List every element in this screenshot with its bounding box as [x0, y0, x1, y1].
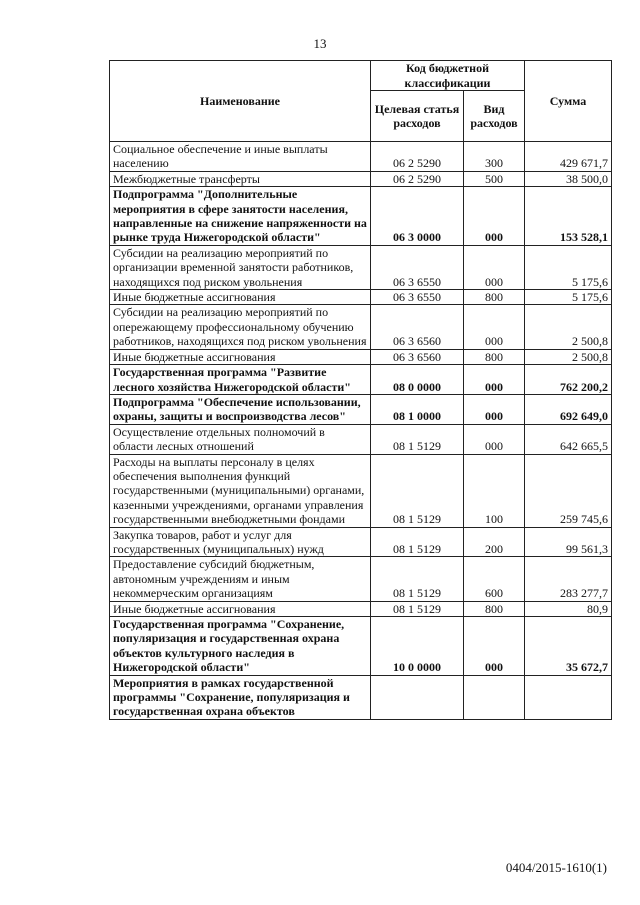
- document-code: 0404/2015-1610(1): [505, 860, 607, 875]
- table-row: [110, 454, 612, 527]
- row-expense-type: 600: [464, 557, 525, 601]
- row-expense-type: 500: [464, 171, 525, 186]
- row-sum: 762 200,2: [525, 365, 612, 395]
- row-sum: 259 745,6: [525, 454, 612, 527]
- row-sum: 35 672,7: [525, 617, 612, 676]
- row-name: Расходы на выплаты персоналу в целях обеспечения выполнения функций государственными (муниципальными) органами, казенными учреждениями, органами управления государственными внебюджетными фондами: [110, 454, 371, 527]
- row-name: Подпрограмма "Дополнительные мероприятия в сфере занятости населения, направленные на снижение напряженности на рынке труда Нижегородской области": [110, 187, 371, 246]
- header-name: Наименование: [110, 61, 371, 142]
- row-expense-type: 000: [464, 365, 525, 395]
- row-target-code: 06 3 6560: [371, 349, 464, 364]
- row-name: Мероприятия в рамках государственной программы "Сохранение, популяризация и государственная охрана объектов: [110, 675, 371, 719]
- row-target-code: 06 3 6550: [371, 245, 464, 289]
- row-expense-type: 000: [464, 394, 525, 424]
- row-name: Иные бюджетные ассигнования: [110, 349, 371, 364]
- page-number: 13: [313, 36, 327, 51]
- row-expense-type: 800: [464, 290, 525, 305]
- row-name: Иные бюджетные ассигнования: [110, 601, 371, 616]
- row-name: Государственная программа "Развитие лесного хозяйства Нижегородской области": [110, 365, 371, 395]
- row-expense-type: 000: [464, 245, 525, 289]
- row-name: Иные бюджетные ассигнования: [110, 290, 371, 305]
- row-name: Субсидии на реализацию мероприятий по организации временной занятости работников, находящихся под риском увольнения: [110, 245, 371, 289]
- row-target-code: [371, 675, 464, 719]
- row-target-code: 06 3 0000: [371, 187, 464, 246]
- row-sum: 80,9: [525, 601, 612, 616]
- table-row: [110, 142, 612, 172]
- table-row: [110, 365, 612, 395]
- row-name: Предоставление субсидий бюджетным, автономным учреждениям и иным некоммерческим организациям: [110, 557, 371, 601]
- row-target-code: 08 1 5129: [371, 601, 464, 616]
- row-target-code: 08 1 5129: [371, 424, 464, 454]
- row-expense-type: 000: [464, 424, 525, 454]
- row-name: Закупка товаров, работ и услуг для государственных (муниципальных) нужд: [110, 527, 371, 557]
- table-row: [110, 245, 612, 289]
- row-sum: 283 277,7: [525, 557, 612, 601]
- header-target: Целевая статья расходов: [371, 91, 464, 142]
- header-sum: Сумма: [525, 61, 612, 142]
- row-name: Межбюджетные трансферты: [110, 171, 371, 186]
- row-sum: 692 649,0: [525, 394, 612, 424]
- table-row: [110, 349, 612, 364]
- row-target-code: 06 3 6560: [371, 305, 464, 349]
- row-expense-type: 800: [464, 349, 525, 364]
- row-name: Осуществление отдельных полномочий в области лесных отношений: [110, 424, 371, 454]
- row-target-code: 08 1 0000: [371, 394, 464, 424]
- row-name: Социальное обеспечение и иные выплаты населению: [110, 142, 371, 172]
- table-row: [110, 394, 612, 424]
- row-sum: 2 500,8: [525, 305, 612, 349]
- row-sum: 429 671,7: [525, 142, 612, 172]
- row-target-code: 06 3 6550: [371, 290, 464, 305]
- row-sum: [525, 675, 612, 719]
- row-sum: 642 665,5: [525, 424, 612, 454]
- row-name: Субсидии на реализацию мероприятий по опережающему профессиональному обучению работников, находящихся под риском увольнения: [110, 305, 371, 349]
- row-sum: 5 175,6: [525, 245, 612, 289]
- table-row: [110, 187, 612, 246]
- row-name: Подпрограмма "Обеспечение использовании, охраны, защиты и воспроизводства лесов": [110, 394, 371, 424]
- table-body: [110, 142, 612, 720]
- row-sum: 5 175,6: [525, 290, 612, 305]
- table-header-row: [110, 61, 612, 91]
- table-row: [110, 290, 612, 305]
- table-row: [110, 171, 612, 186]
- row-target-code: 08 1 5129: [371, 527, 464, 557]
- row-sum: 38 500,0: [525, 171, 612, 186]
- row-expense-type: 000: [464, 617, 525, 676]
- row-expense-type: [464, 675, 525, 719]
- table-row: [110, 424, 612, 454]
- table-row: [110, 601, 612, 616]
- row-expense-type: 000: [464, 305, 525, 349]
- budget-table: [109, 60, 612, 720]
- table-row: [110, 617, 612, 676]
- row-target-code: 08 1 5129: [371, 454, 464, 527]
- row-target-code: 06 2 5290: [371, 171, 464, 186]
- header-code-group: Код бюджетной классификации: [371, 61, 525, 91]
- row-sum: 99 561,3: [525, 527, 612, 557]
- row-sum: 153 528,1: [525, 187, 612, 246]
- row-name: Государственная программа "Сохранение, популяризация и государственная охрана объектов культурного наследия в Нижегородской области": [110, 617, 371, 676]
- table-row: [110, 527, 612, 557]
- row-target-code: 10 0 0000: [371, 617, 464, 676]
- row-expense-type: 200: [464, 527, 525, 557]
- table-row: [110, 305, 612, 349]
- row-expense-type: 800: [464, 601, 525, 616]
- row-target-code: 08 1 5129: [371, 557, 464, 601]
- row-sum: 2 500,8: [525, 349, 612, 364]
- table-row: [110, 557, 612, 601]
- header-type: Вид расходов: [464, 91, 525, 142]
- row-target-code: 08 0 0000: [371, 365, 464, 395]
- row-expense-type: 000: [464, 187, 525, 246]
- row-expense-type: 300: [464, 142, 525, 172]
- row-expense-type: 100: [464, 454, 525, 527]
- row-target-code: 06 2 5290: [371, 142, 464, 172]
- table-row: [110, 675, 612, 719]
